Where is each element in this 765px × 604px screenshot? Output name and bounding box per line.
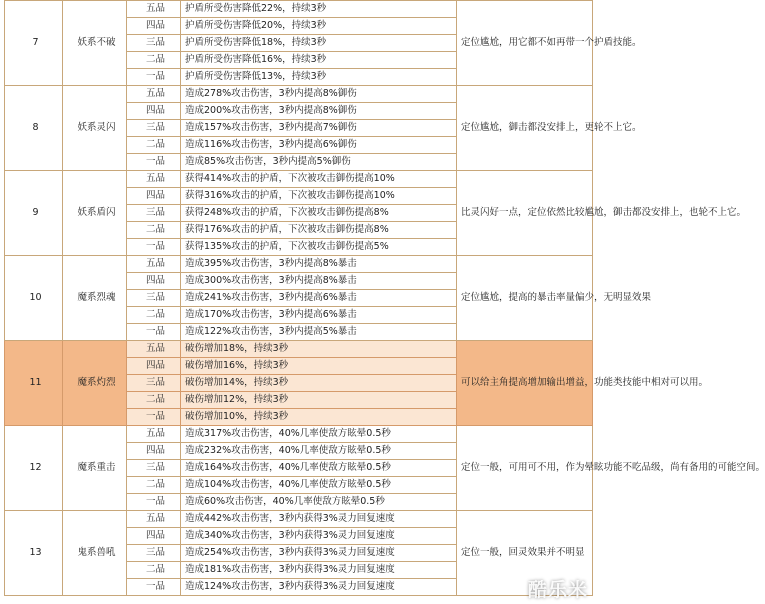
skill-table-body bbox=[5, 1, 765, 596]
grade-cell: 二品 bbox=[127, 392, 181, 409]
grade-cell: 三品 bbox=[127, 35, 181, 52]
grade-cell: 一品 bbox=[127, 579, 181, 596]
grade-cell: 二品 bbox=[127, 137, 181, 154]
effect-cell: 破伤增加14%，持续3秒 bbox=[181, 375, 457, 392]
grade-cell: 五品 bbox=[127, 426, 181, 443]
grade-cell: 二品 bbox=[127, 52, 181, 69]
effect-cell: 造成104%攻击伤害，40%几率使敌方眩晕0.5秒 bbox=[181, 477, 457, 494]
effect-cell: 护盾所受伤害降低20%，持续3秒 bbox=[181, 18, 457, 35]
table-row bbox=[5, 426, 593, 443]
effect-cell: 造成116%攻击伤害，3秒内提高6%御伤 bbox=[181, 137, 457, 154]
grade-cell: 三品 bbox=[127, 290, 181, 307]
effect-cell: 造成442%攻击伤害，3秒内获得3%灵力回复速度 bbox=[181, 511, 457, 528]
skill-number: 12 bbox=[5, 426, 63, 511]
skill-note: 定位尴尬，御击都没安排上，更轮不上它。 bbox=[457, 86, 593, 171]
grade-cell: 四品 bbox=[127, 273, 181, 290]
skill-note: 定位尴尬，用它都不如再带一个护盾技能。 bbox=[457, 1, 593, 86]
effect-cell: 造成317%攻击伤害，40%几率使敌方眩晕0.5秒 bbox=[181, 426, 457, 443]
skill-name: 妖系盾闪 bbox=[63, 171, 127, 256]
skill-number: 13 bbox=[5, 511, 63, 596]
skill-note: 定位一般，回灵效果并不明显 bbox=[457, 511, 593, 596]
skill-name: 魔系灼烈 bbox=[63, 341, 127, 426]
effect-cell: 造成200%攻击伤害，3秒内提高8%御伤 bbox=[181, 103, 457, 120]
grade-cell: 二品 bbox=[127, 307, 181, 324]
effect-cell: 造成340%攻击伤害，3秒内获得3%灵力回复速度 bbox=[181, 528, 457, 545]
grade-cell: 三品 bbox=[127, 375, 181, 392]
effect-cell: 造成278%攻击伤害，3秒内提高8%御伤 bbox=[181, 86, 457, 103]
effect-cell: 获得176%攻击的护盾，下次被攻击御伤提高8% bbox=[181, 222, 457, 239]
grade-cell: 三品 bbox=[127, 120, 181, 137]
grade-cell: 一品 bbox=[127, 239, 181, 256]
grade-cell: 五品 bbox=[127, 341, 181, 358]
effect-cell: 护盾所受伤害降低16%，持续3秒 bbox=[181, 52, 457, 69]
grade-cell: 四品 bbox=[127, 103, 181, 120]
skill-note: 定位尴尬，提高的暴击率量偏少，无明显效果 bbox=[457, 256, 593, 341]
grade-cell: 五品 bbox=[127, 171, 181, 188]
effect-cell: 获得316%攻击的护盾，下次被攻击御伤提高10% bbox=[181, 188, 457, 205]
effect-cell: 造成241%攻击伤害，3秒内提高6%暴击 bbox=[181, 290, 457, 307]
skill-number: 10 bbox=[5, 256, 63, 341]
effect-cell: 获得248%攻击的护盾，下次被攻击御伤提高8% bbox=[181, 205, 457, 222]
grade-cell: 一品 bbox=[127, 494, 181, 511]
skill-number: 11 bbox=[5, 341, 63, 426]
skill-note: 可以给主角提高增加输出增益，功能类技能中相对可以用。 bbox=[457, 341, 593, 426]
effect-cell: 造成395%攻击伤害，3秒内提高8%暴击 bbox=[181, 256, 457, 273]
grade-cell: 三品 bbox=[127, 545, 181, 562]
grade-cell: 二品 bbox=[127, 477, 181, 494]
effect-cell: 造成254%攻击伤害，3秒内获得3%灵力回复速度 bbox=[181, 545, 457, 562]
grade-cell: 一品 bbox=[127, 409, 181, 426]
table-row bbox=[5, 341, 593, 358]
effect-cell: 造成122%攻击伤害，3秒内提高5%暴击 bbox=[181, 324, 457, 341]
grade-cell: 四品 bbox=[127, 18, 181, 35]
effect-cell: 造成170%攻击伤害，3秒内提高6%暴击 bbox=[181, 307, 457, 324]
grade-cell: 五品 bbox=[127, 1, 181, 18]
table-row bbox=[5, 86, 593, 103]
skill-note: 比灵闪好一点，定位依然比较尴尬，御击都没安排上，也轮不上它。 bbox=[457, 171, 593, 256]
grade-cell: 四品 bbox=[127, 358, 181, 375]
site-watermark: 酷乐米 bbox=[527, 579, 588, 601]
table-row bbox=[5, 511, 593, 528]
skill-name: 妖系灵闪 bbox=[63, 86, 127, 171]
grade-cell: 一品 bbox=[127, 324, 181, 341]
effect-cell: 造成232%攻击伤害，40%几率使敌方眩晕0.5秒 bbox=[181, 443, 457, 460]
skill-name: 鬼系兽吼 bbox=[63, 511, 127, 596]
grade-cell: 五品 bbox=[127, 256, 181, 273]
effect-cell: 造成164%攻击伤害，40%几率使敌方眩晕0.5秒 bbox=[181, 460, 457, 477]
skill-number: 8 bbox=[5, 86, 63, 171]
effect-cell: 护盾所受伤害降低18%，持续3秒 bbox=[181, 35, 457, 52]
grade-cell: 五品 bbox=[127, 86, 181, 103]
grade-cell: 二品 bbox=[127, 222, 181, 239]
grade-cell: 五品 bbox=[127, 511, 181, 528]
table-row bbox=[5, 256, 593, 273]
effect-cell: 破伤增加18%，持续3秒 bbox=[181, 341, 457, 358]
effect-cell: 造成124%攻击伤害，3秒内获得3%灵力回复速度 bbox=[181, 579, 457, 596]
effect-cell: 造成60%攻击伤害，40%几率使敌方眩晕0.5秒 bbox=[181, 494, 457, 511]
effect-cell: 造成300%攻击伤害，3秒内提高8%暴击 bbox=[181, 273, 457, 290]
skill-name: 魔系烈魂 bbox=[63, 256, 127, 341]
effect-cell: 造成157%攻击伤害，3秒内提高7%御伤 bbox=[181, 120, 457, 137]
effect-cell: 护盾所受伤害降低13%，持续3秒 bbox=[181, 69, 457, 86]
grade-cell: 四品 bbox=[127, 188, 181, 205]
grade-cell: 四品 bbox=[127, 443, 181, 460]
skill-table bbox=[4, 0, 765, 596]
grade-cell: 二品 bbox=[127, 562, 181, 579]
effect-cell: 护盾所受伤害降低22%，持续3秒 bbox=[181, 1, 457, 18]
grade-cell: 一品 bbox=[127, 154, 181, 171]
grade-cell: 三品 bbox=[127, 460, 181, 477]
grade-cell: 四品 bbox=[127, 528, 181, 545]
effect-cell: 破伤增加12%，持续3秒 bbox=[181, 392, 457, 409]
effect-cell: 破伤增加10%，持续3秒 bbox=[181, 409, 457, 426]
table-row bbox=[5, 1, 593, 18]
effect-cell: 破伤增加16%，持续3秒 bbox=[181, 358, 457, 375]
effect-cell: 造成85%攻击伤害，3秒内提高5%御伤 bbox=[181, 154, 457, 171]
skill-number: 7 bbox=[5, 1, 63, 86]
skill-name: 魔系重击 bbox=[63, 426, 127, 511]
effect-cell: 获得414%攻击的护盾，下次被攻击御伤提高10% bbox=[181, 171, 457, 188]
effect-cell: 获得135%攻击的护盾，下次被攻击御伤提高5% bbox=[181, 239, 457, 256]
table-row bbox=[5, 171, 593, 188]
effect-cell: 造成181%攻击伤害，3秒内获得3%灵力回复速度 bbox=[181, 562, 457, 579]
grade-cell: 三品 bbox=[127, 205, 181, 222]
skill-note: 定位一般，可用可不用，作为晕眩功能不吃品级，尚有备用的可能空间。 bbox=[457, 426, 593, 511]
grade-cell: 一品 bbox=[127, 69, 181, 86]
skill-number: 9 bbox=[5, 171, 63, 256]
skill-name: 妖系不破 bbox=[63, 1, 127, 86]
